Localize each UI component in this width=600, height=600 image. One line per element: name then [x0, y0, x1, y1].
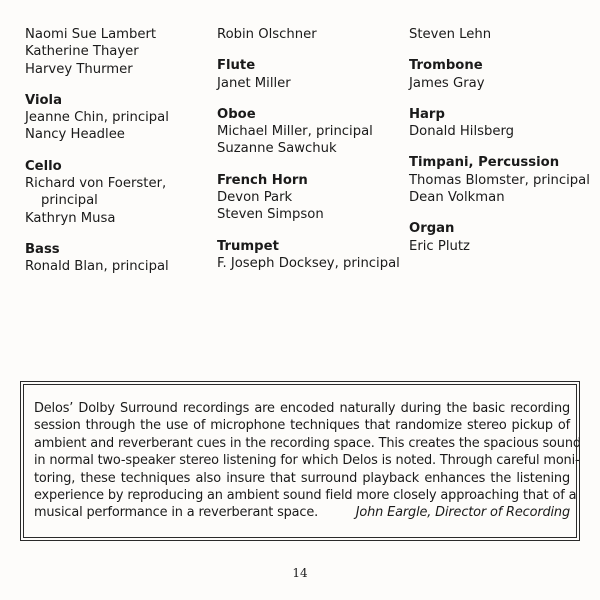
roster-section — [409, 106, 594, 141]
section-heading: Flute — [217, 58, 256, 74]
musician-name-text: Harvey Thurmer — [25, 61, 133, 77]
musician-name — [217, 140, 402, 157]
roster-section — [25, 92, 210, 144]
musician-name-text: Kathryn Musa — [25, 210, 116, 226]
musician-name-text: Dean Volkman — [409, 190, 505, 206]
musician-name-text: F. Joseph Docksey, principal — [217, 255, 400, 271]
section-heading: Bass — [25, 241, 60, 257]
musician-name — [217, 206, 402, 223]
musician-name — [25, 43, 210, 60]
section-heading: Viola — [25, 92, 62, 108]
musician-name-continued: principal — [41, 193, 98, 209]
roster-section — [409, 220, 594, 255]
dolby-surround-note — [23, 384, 581, 538]
musician-name-text: Donald Hilsberg — [409, 124, 515, 140]
section-heading: Cello — [25, 158, 62, 174]
musician-name-text: Robin Olschner — [217, 27, 317, 42]
note-line: Delos’ Dolby Surround recordings are encoded naturally during the basic recording — [34, 401, 570, 416]
note-signature: John Eargle, Director of Recording — [355, 505, 570, 521]
section-heading: Timpani, Percussion — [409, 155, 560, 171]
note-line: toring, these techniques also insure that surround playback enhances the listening — [34, 470, 570, 486]
musician-name-text: James Gray — [409, 75, 485, 91]
roster-section — [25, 26, 210, 78]
musician-name-text: Janet Miller — [217, 75, 291, 91]
musician-name — [217, 75, 402, 92]
roster-section — [217, 26, 402, 43]
roster-section — [217, 172, 402, 224]
musician-name — [217, 189, 402, 206]
page-number: 14 — [292, 566, 308, 580]
musician-name — [409, 238, 594, 255]
musician-name — [25, 26, 210, 43]
musician-name — [409, 123, 594, 140]
musician-name-text: Michael Miller, principal — [217, 124, 373, 140]
musician-name-text: Thomas Blomster, principal — [409, 172, 590, 188]
note-last-text: musical performance in a reverberant space. — [34, 505, 319, 521]
musician-name-text: Devon Park — [217, 190, 293, 206]
musician-name — [409, 26, 594, 43]
musician-name — [217, 26, 402, 43]
musician-name — [217, 123, 402, 140]
note-line: session through the use of microphone techniques that randomize stereo pickup of — [34, 418, 570, 434]
musician-name — [409, 189, 594, 206]
musician-name — [25, 210, 210, 227]
section-heading: Trumpet — [217, 238, 279, 254]
note-body — [34, 400, 581, 504]
musician-name-text: Suzanne Sawchuk — [217, 141, 337, 157]
section-heading: Organ — [409, 221, 455, 237]
roster-section — [25, 158, 210, 227]
section-heading: Harp — [409, 106, 445, 122]
musician-name — [217, 255, 402, 272]
roster-section — [409, 26, 594, 43]
musician-name-text: Naomi Sue Lambert — [25, 27, 157, 42]
roster-section — [217, 106, 402, 158]
musician-name — [409, 172, 594, 189]
note-line: experience by reproducing an ambient sound field more closely approaching that of a — [34, 488, 577, 504]
roster-column-1 — [25, 26, 210, 290]
section-heading: French Horn — [217, 172, 308, 188]
musician-name — [25, 175, 210, 210]
musician-name-text: Steven Lehn — [409, 27, 492, 42]
note-line: ambient and reverberant cues in the recording space. This creates the spacious sound — [34, 435, 581, 451]
musician-name-text: Katherine Thayer — [25, 44, 139, 60]
musician-name — [25, 61, 210, 78]
roster-column-3 — [409, 26, 594, 269]
musician-name-text: Steven Simpson — [217, 207, 324, 223]
roster-section — [217, 238, 402, 273]
roster-section — [25, 241, 210, 276]
roster-section — [217, 57, 402, 92]
musician-name — [25, 258, 210, 275]
musician-name — [25, 126, 210, 143]
musician-name-text: Jeanne Chin, principal — [25, 110, 169, 126]
musician-name — [409, 75, 594, 92]
musician-name-text: Eric Plutz — [409, 238, 470, 254]
roster-section — [409, 154, 594, 206]
musician-name-text: Nancy Headlee — [25, 127, 125, 143]
roster-section — [409, 57, 594, 92]
note-last-line — [34, 504, 570, 521]
musician-name-text: Ronald Blan, principal — [25, 259, 169, 275]
musician-name-text: Richard von Foerster, — [25, 176, 167, 192]
section-heading: Oboe — [217, 106, 256, 122]
section-heading: Trombone — [409, 58, 483, 74]
note-line: in normal two-speaker stereo listening for which Delos is noted. Through careful moni- — [34, 453, 580, 469]
musician-name — [25, 109, 210, 126]
roster-column-2 — [217, 26, 402, 286]
